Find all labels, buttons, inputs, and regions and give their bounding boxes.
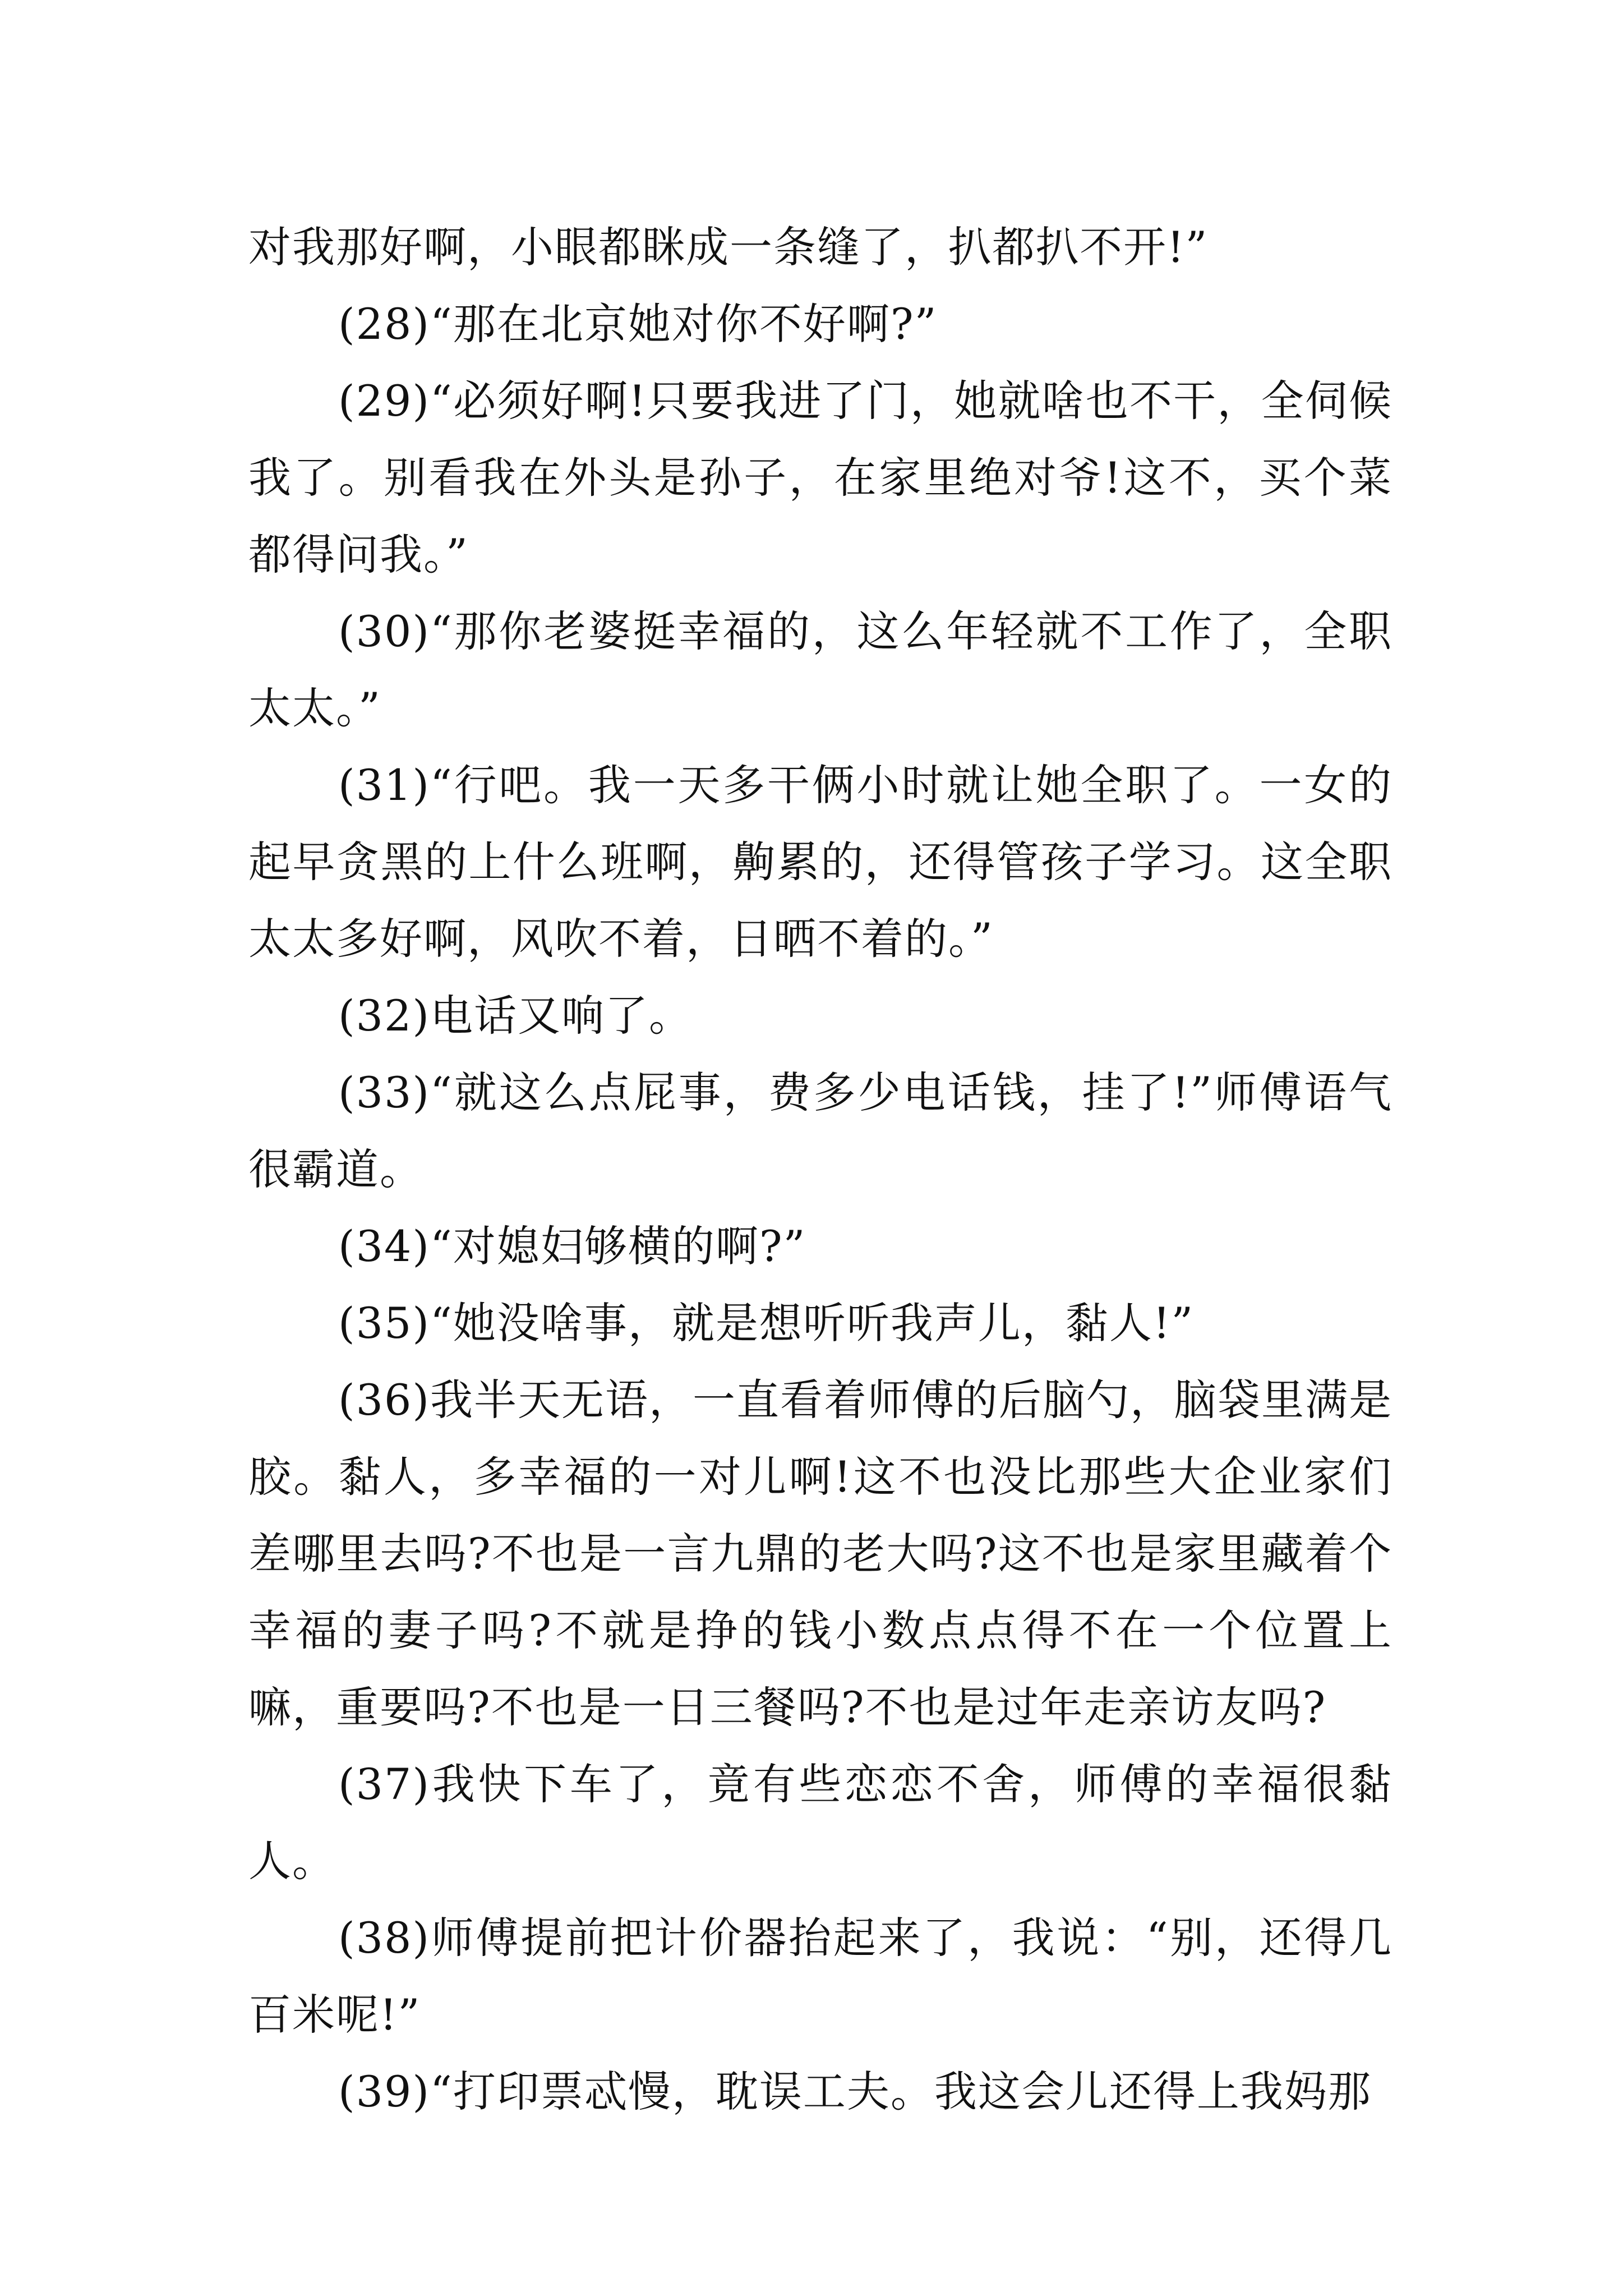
paragraph-35: (35)“她没啥事，就是想听听我声儿，黏人!” bbox=[338, 1298, 1195, 1348]
paragraph-32: (32)电话又响了。 bbox=[338, 991, 693, 1041]
paragraph-30: (30)“那你老婆挺幸福的，这么年轻就不工作了，全职太太。” bbox=[248, 606, 1393, 733]
paragraph-28: (28)“那在北京她对你不好啊?” bbox=[338, 299, 938, 349]
paragraph-33: (33)“就这么点屁事，费多少电话钱，挂了!”师傅语气很霸道。 bbox=[248, 1068, 1393, 1194]
body-text bbox=[248, 209, 1393, 2130]
paragraph-31: (31)“行吧。我一天多干俩小时就让她全职了。一女的起早贪黑的上什么班啊，齁累的，还得管孩子学习。这全职太太多好啊，风吹不着，日晒不着的。” bbox=[248, 760, 1393, 964]
paragraph-36: (36)我半天无语，一直看着师傅的后脑勺，脑袋里满是胶。黏人，多幸福的一对儿啊!这不也没比那些大企业家们差哪里去吗?不也是一言九鼎的老大吗?这不也是家里藏着个幸福的妻子吗?不就是挣的钱小数点点得不在一个位置上嘛，重要吗?不也是一日三餐吗?不也是过年走亲访友吗? bbox=[248, 1375, 1393, 1732]
paragraph-39: (39)“打印票忒慢，耽误工夫。我这会儿还得上我妈那 bbox=[338, 2067, 1372, 2116]
paragraph-38: (38)师傅提前把计价器抬起来了，我说：“别，还得几百米呢!” bbox=[248, 1913, 1393, 2040]
paragraph-29: (29)“必须好啊!只要我进了门，她就啥也不干，全伺候我了。别看我在外头是孙子，在家里绝对爷!这不，买个菜都得问我。” bbox=[248, 376, 1393, 579]
paragraph-27-continued: 对我那好啊，小眼都眯成一条缝了，扒都扒不开!” bbox=[248, 222, 1209, 272]
paragraph-37: (37)我快下车了，竟有些恋恋不舍，师傅的幸福很黏人。 bbox=[248, 1759, 1393, 1886]
paragraph-34: (34)“对媳妇够横的啊?” bbox=[338, 1221, 806, 1271]
